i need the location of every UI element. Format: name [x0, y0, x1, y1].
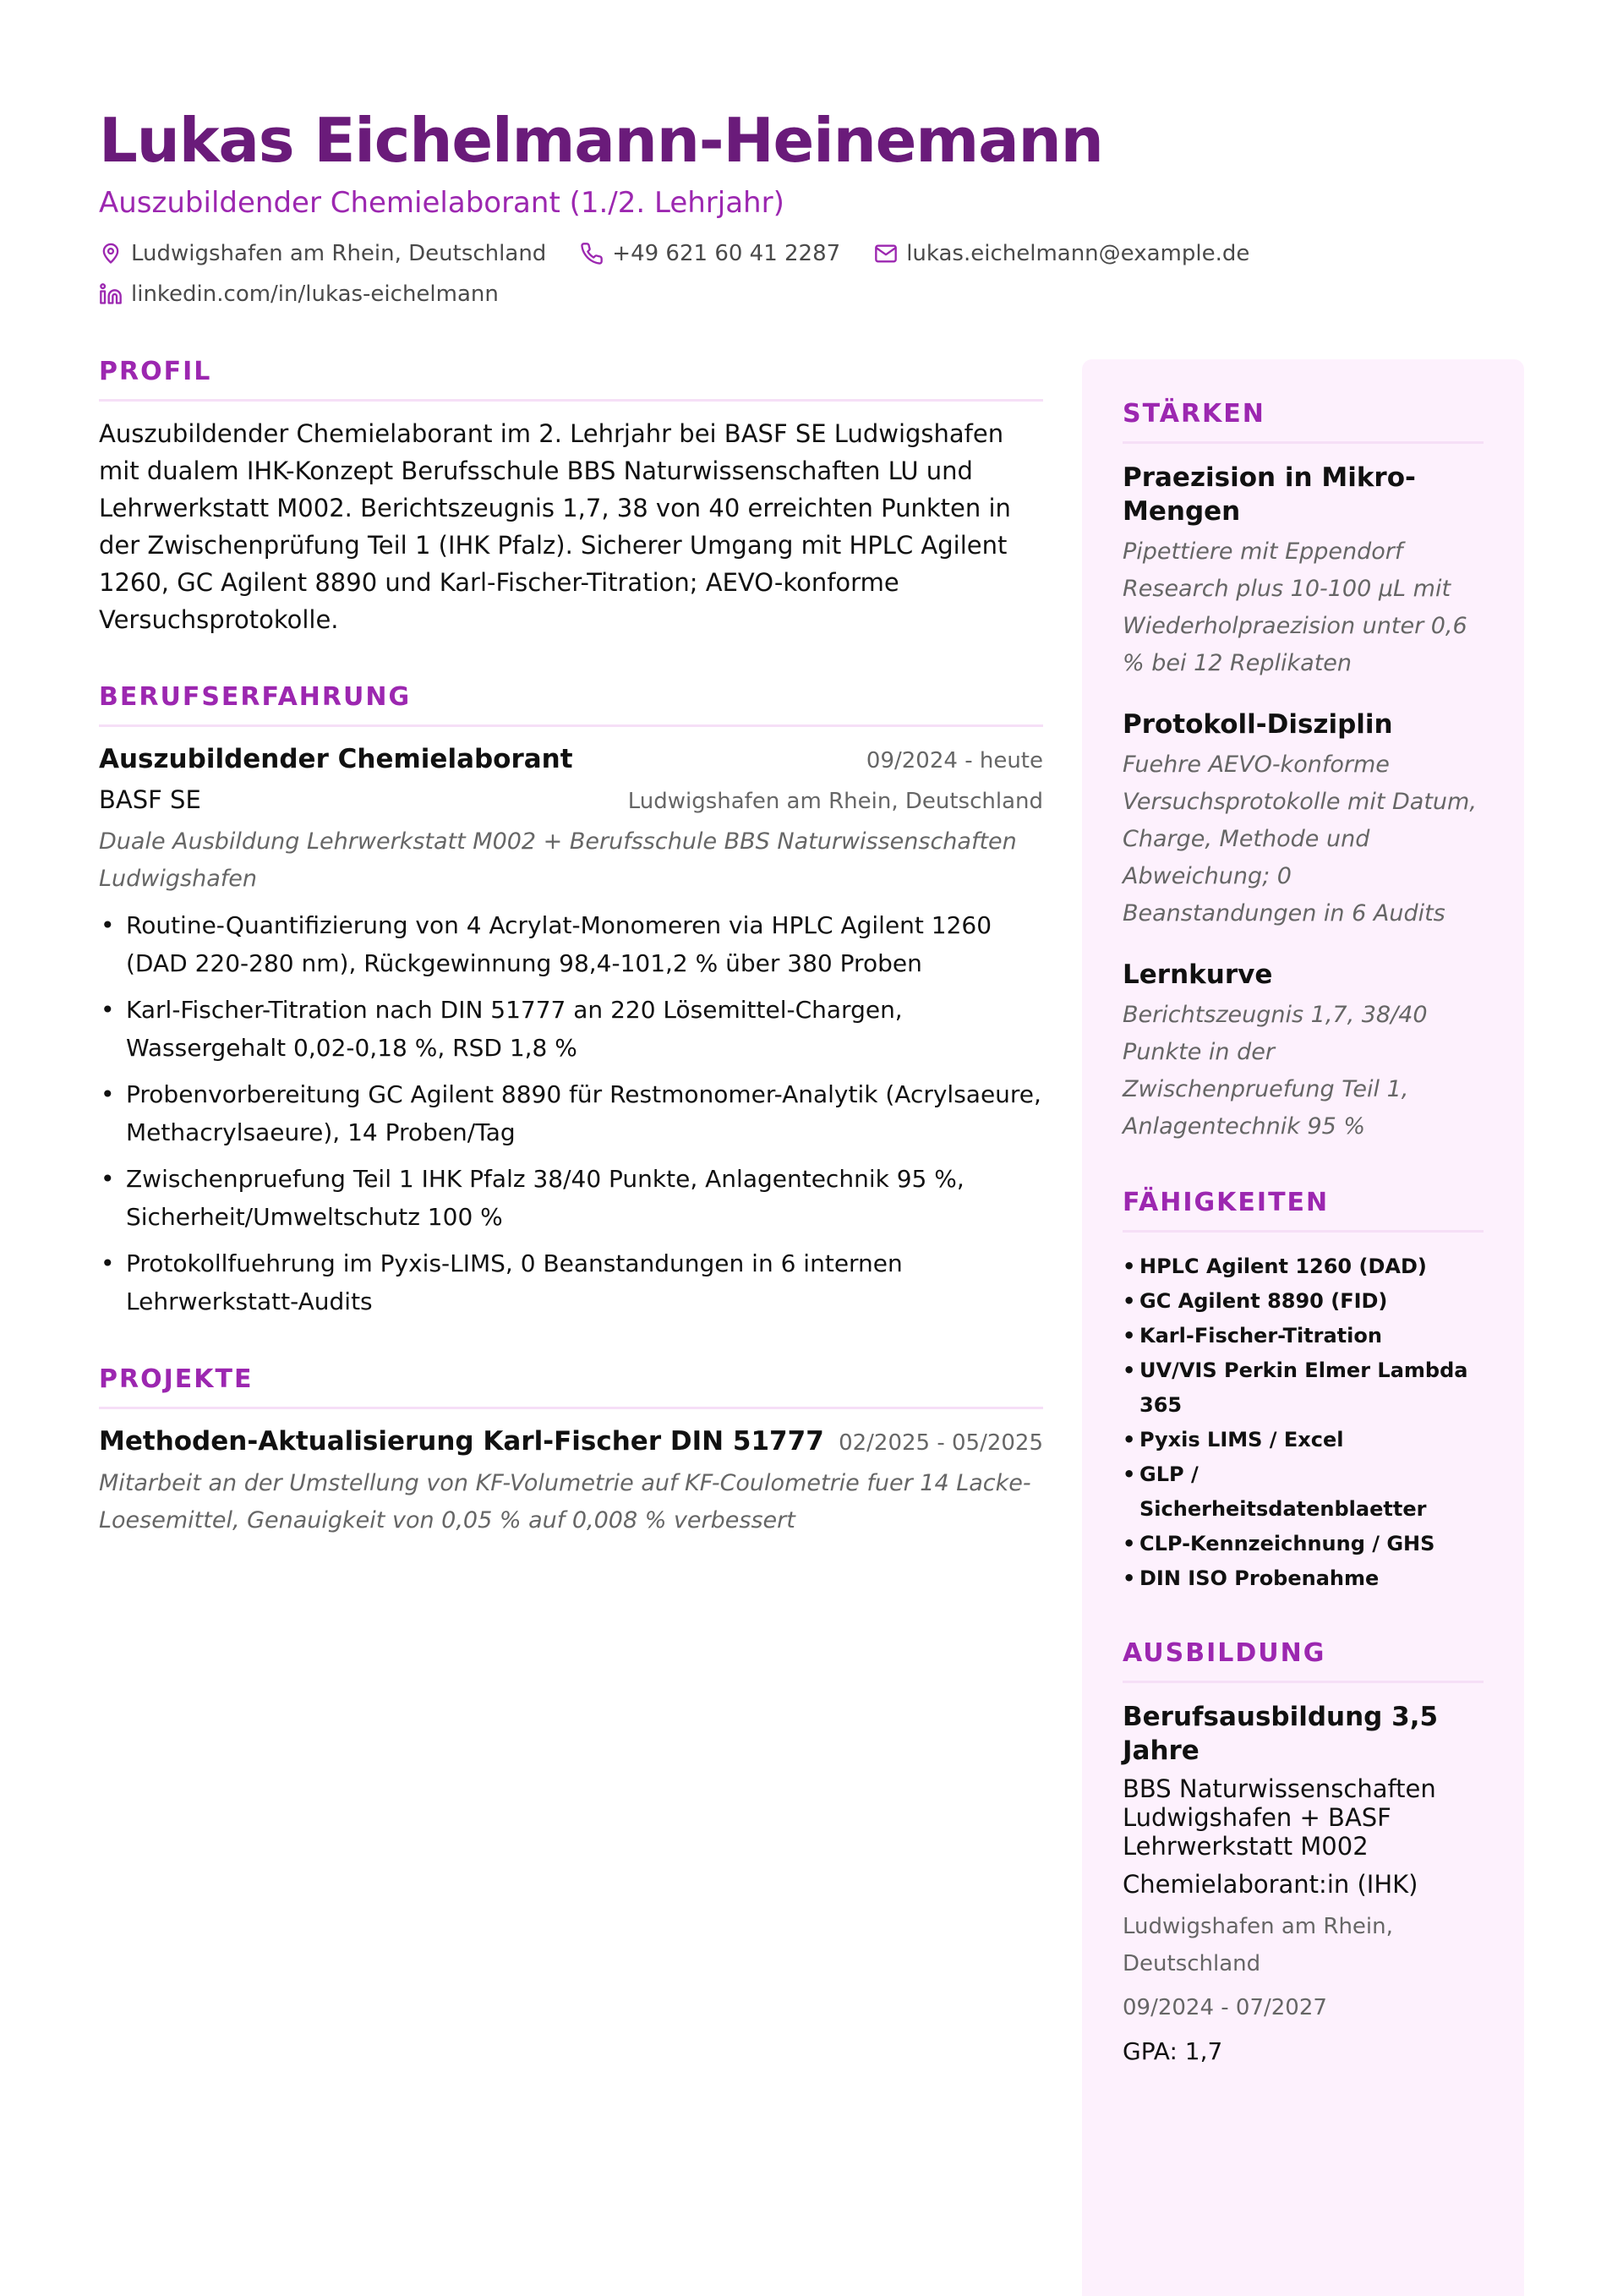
- education-section: [1123, 1637, 1484, 2070]
- education-school: BBS Naturwissenschaften Ludwigshafen + BASF Lehrwerkstatt M002: [1123, 1774, 1436, 1861]
- contact-info: [99, 233, 1536, 314]
- location-text: Ludwigshafen am Rhein, Deutschland: [131, 241, 547, 266]
- job-entry: [99, 741, 1043, 1320]
- section-title: PROFIL: [99, 355, 1043, 402]
- project-description: Mitarbeit an der Umstellung von KF-Volumetrie auf KF-Coulometrie fuer 14 Lacke-Loesemittel, Genauigkeit von 0,05 % auf 0,008 % verbessert: [99, 1470, 1031, 1533]
- strength-title: Protokoll-Disziplin: [1123, 709, 1393, 740]
- experience-section: [99, 681, 1043, 1320]
- resume-header: [99, 101, 1536, 314]
- strength-item: [1123, 461, 1484, 682]
- skill-item: • Karl-Fischer-Titration: [1123, 1319, 1484, 1353]
- strength-title: Praezision in Mikro-Mengen: [1123, 462, 1416, 527]
- mail-icon: [874, 242, 898, 265]
- education-date: 09/2024 - 07/2027: [1123, 1995, 1327, 2020]
- education-title: Berufsausbildung 3,5 Jahre: [1123, 1702, 1439, 1766]
- contact-row: [99, 274, 1536, 314]
- job-date: 09/2024 - heute: [866, 748, 1043, 774]
- sidebar: [1082, 359, 1524, 2296]
- linkedin-icon: [99, 282, 123, 306]
- main-column: [99, 355, 1043, 1582]
- education-location: Ludwigshafen am Rhein, Deutschland: [1123, 1914, 1393, 1976]
- profile-text: Auszubildender Chemielaborant im 2. Lehrjahr bei BASF SE Ludwigshafen mit dualem IHK-Konzept Berufsschule BBS Naturwissenschaften LU und Lehrwerkstatt M002. Berichtszeugnis 1,7, 38 von 40 erreichten Punkten in der Zwischenprüfung Teil 1 (IHK Pfalz). Sicherer Umgang mit HPLC Agilent 1260, GC Agilent 8890 und Karl-Fischer-Titration; AEVO-konforme Versuchsprotokolle.: [99, 419, 1011, 634]
- phone-icon: [580, 242, 604, 265]
- job-company: BASF SE: [99, 785, 201, 814]
- section-title: FÄHIGKEITEN: [1123, 1186, 1484, 1233]
- strengths-section: [1123, 397, 1484, 1145]
- list-item: • Karl-Fischer-Titration nach DIN 51777 an 220 Lösemittel-Chargen, Wassergehalt 0,02-0,18 %, RSD 1,8 %: [99, 991, 1043, 1067]
- strength-item: [1123, 958, 1484, 1145]
- list-item: • Routine-Quantifizierung von 4 Acrylat-Monomeren via HPLC Agilent 1260 (DAD 220-280 nm), Rückgewinnung 98,4-101,2 % über 380 Proben: [99, 906, 1043, 982]
- skill-item: • GC Agilent 8890 (FID): [1123, 1284, 1484, 1319]
- list-item: • Probenvorbereitung GC Agilent 8890 für Restmonomer-Analytik (Acrylsaeure, Methacrylsaeure), 14 Proben/Tag: [99, 1075, 1043, 1151]
- skill-item: • CLP-Kennzeichnung / GHS: [1123, 1527, 1484, 1561]
- profile-section: [99, 355, 1043, 638]
- skills-section: [1123, 1186, 1484, 1596]
- contact-row: [99, 233, 1536, 274]
- strength-text: Fuehre AEVO-konforme Versuchsprotokolle mit Datum, Charge, Methode und Abweichung; 0 Beanstandungen in 6 Audits: [1123, 752, 1477, 927]
- contact-email[interactable]: [874, 241, 1249, 266]
- section-title: BERUFSERFAHRUNG: [99, 681, 1043, 727]
- job-header: [99, 741, 1043, 778]
- projects-section: [99, 1363, 1043, 1539]
- contact-location: [99, 241, 546, 266]
- skill-item: • HPLC Agilent 1260 (DAD): [1123, 1249, 1484, 1284]
- phone-text: +49 621 60 41 2287: [612, 241, 841, 266]
- job-title: Auszubildender Chemielaborant: [99, 744, 573, 774]
- strength-text: Pipettiere mit Eppendorf Research plus 10-100 µL mit Wiederholpraezision unter 0,6 % bei 12 Replikaten: [1123, 538, 1467, 676]
- project-title: Methoden-Aktualisierung Karl-Fischer DIN 51777: [99, 1426, 824, 1457]
- email-text: lukas.eichelmann@example.de: [906, 241, 1250, 266]
- linkedin-text: linkedin.com/in/lukas-eichelmann: [131, 282, 499, 307]
- contact-linkedin[interactable]: [99, 282, 499, 307]
- list-item: • Protokollfuehrung im Pyxis-LIMS, 0 Beanstandungen in 6 internen Lehrwerkstatt-Audits: [99, 1244, 1043, 1320]
- project-date: 02/2025 - 05/2025: [839, 1430, 1043, 1456]
- candidate-subtitle: Auszubildender Chemielaborant (1./2. Lehrjahr): [99, 186, 784, 220]
- project-header: [99, 1423, 1043, 1460]
- education-gpa: GPA: 1,7: [1123, 2037, 1223, 2065]
- education-degree: Chemielaborant:in (IHK): [1123, 1870, 1418, 1899]
- job-bullets: [99, 906, 1043, 1320]
- skill-item: • UV/VIS Perkin Elmer Lambda 365: [1123, 1353, 1484, 1423]
- job-description: Duale Ausbildung Lehrwerkstatt M002 + Berufsschule BBS Naturwissenschaften Ludwigshafen: [99, 828, 1017, 892]
- job-subheader: [99, 781, 1043, 818]
- candidate-name: Lukas Eichelmann-Heinemann: [99, 105, 1103, 176]
- skill-item: • GLP / Sicherheitsdatenblaetter: [1123, 1457, 1484, 1527]
- strength-title: Lernkurve: [1123, 959, 1273, 990]
- contact-phone[interactable]: [580, 241, 840, 266]
- section-title: AUSBILDUNG: [1123, 1637, 1484, 1683]
- skills-list: [1123, 1249, 1484, 1596]
- section-title: STÄRKEN: [1123, 397, 1484, 444]
- map-pin-icon: [99, 242, 123, 265]
- skill-item: • Pyxis LIMS / Excel: [1123, 1423, 1484, 1457]
- list-item: • Zwischenpruefung Teil 1 IHK Pfalz 38/40 Punkte, Anlagentechnik 95 %, Sicherheit/Umweltschutz 100 %: [99, 1160, 1043, 1236]
- project-entry: [99, 1423, 1043, 1539]
- strength-item: [1123, 708, 1484, 932]
- job-location: Ludwigshafen am Rhein, Deutschland: [627, 789, 1043, 814]
- skill-item: • DIN ISO Probenahme: [1123, 1561, 1484, 1596]
- section-title: PROJEKTE: [99, 1363, 1043, 1409]
- strength-text: Berichtszeugnis 1,7, 38/40 Punkte in der Zwischenpruefung Teil 1, Anlagentechnik 95 %: [1123, 1002, 1428, 1140]
